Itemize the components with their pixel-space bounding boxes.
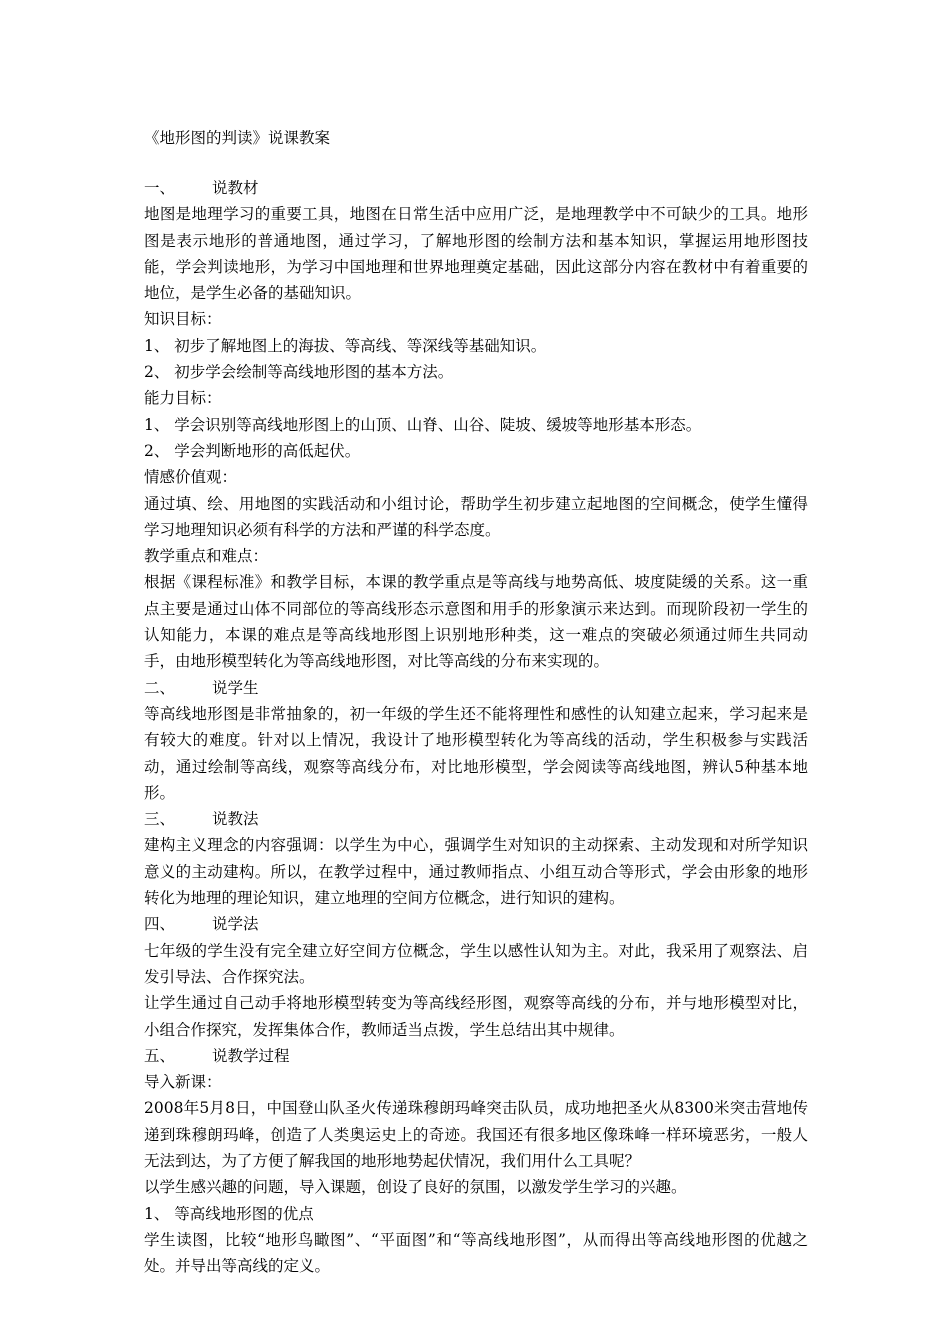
section-number: 三、 (144, 810, 176, 829)
paragraph: 根据《课程标准》和教学目标，本课的教学重点是等高线与地势高低、坡度陡缓的关系。这一重点主要是通过山体不同部位的等高线形态示意图和用手的形象演示来达到。而现阶段初一学生的认知能力，本课的难点是等高线地形图上识别地形种类，这一难点的突破必须通过师生共同动手，由地形模型转化为等高线地形图，对比等高线的分布来实现的。 (144, 573, 808, 671)
paragraph: 1、 初步了解地图上的海拔、等高线、等深线等基础知识。 (144, 336, 547, 355)
paragraph: 情感价值观： (144, 468, 238, 487)
paragraph: 通过填、绘、用地图的实践活动和小组讨论，帮助学生初步建立起地图的空间概念，使学生懂得学习地理知识必须有科学的方法和严谨的科学态度。 (144, 494, 808, 539)
paragraph: 能力目标： (144, 389, 222, 408)
paragraph: 地图是地理学习的重要工具，地图在日常生活中应用广泛，是地理教学中不可缺少的工具。地形图是表示地形的普通地图，通过学习，了解地形图的绘制方法和基本知识，掌握运用地形图技能，学会判读地形，为学习中国地理和世界地理奠定基础，因此这部分内容在教材中有着重要的地位，是学生必备的基础知识。 (144, 205, 808, 303)
paragraph: 等高线地形图是非常抽象的，初一年级的学生还不能将理性和感性的认知建立起来，学习起来是有较大的难度。针对以上情况，我设计了地形模型转化为等高线的活动，学生积极参与实践活动，通过绘制等高线，观察等高线分布，对比地形模型，学会阅读等高线地图，辨认5种基本地形。 (144, 704, 808, 802)
section-heading (144, 911, 808, 937)
paragraph: 1、 等高线地形图的优点 (144, 1204, 314, 1223)
paragraph: 2008年5月8日，中国登山队圣火传递珠穆朗玛峰突击队员，成功地把圣火从8300米突击营地传递到珠穆朗玛峰，创造了人类奥运史上的奇迹。我国还有很多地区像珠峰一样环境恶劣，一般人无法到达，为了方便了解我国的地形地势起伏情况，我们用什么工具呢？ (144, 1099, 808, 1170)
document-title: 《地形图的判读》说课教案 (144, 129, 331, 147)
section-title: 说教学过程 (212, 1046, 290, 1065)
paragraph: 2、 学会判断地形的高低起伏。 (144, 441, 361, 460)
document-body (144, 175, 808, 1279)
paragraph: 教学重点和难点： (144, 547, 269, 566)
section-title: 说学法 (212, 915, 259, 934)
section-number: 五、 (144, 1046, 176, 1065)
paragraph: 七年级的学生没有完全建立好空间方位概念，学生以感性认知为主。对此，我采用了观察法、启发引导法、合作探究法。 (144, 941, 808, 986)
section-heading (144, 806, 808, 832)
paragraph: 建构主义理念的内容强调：以学生为中心，强调学生对知识的主动探索、主动发现和对所学知识意义的主动建构。所以，在教学过程中，通过教师指点、小组互动合等形式，学会由形象的地形转化为地理的理论知识，建立地理的空间方位概念，进行知识的建构。 (144, 836, 808, 908)
paragraph: 1、 学会识别等高线地形图上的山顶、山脊、山谷、陡坡、缓坡等地形基本形态。 (144, 415, 702, 434)
section-heading (144, 675, 808, 701)
paragraph: 导入新课： (144, 1073, 222, 1092)
section-title: 说教法 (212, 810, 259, 829)
section-title: 说学生 (212, 678, 259, 697)
paragraph: 学生读图，比较“地形鸟瞰图”、“平面图”和“等高线地形图”，从而得出等高线地形图的优越之处。并导出等高线的定义。 (144, 1230, 808, 1276)
paragraph: 2、 初步学会绘制等高线地形图的基本方法。 (144, 363, 454, 382)
paragraph: 以学生感兴趣的问题，导入课题，创设了良好的氛围，以激发学生学习的兴趣。 (144, 1178, 687, 1197)
section-number: 二、 (144, 678, 176, 697)
paragraph: 知识目标： (144, 310, 222, 329)
section-title: 说教材 (212, 179, 259, 197)
section-heading (144, 1043, 808, 1069)
section-number: 四、 (144, 915, 176, 934)
paragraph: 让学生通过自己动手将地形模型转变为等高线经形图，观察等高线的分布，并与地形模型对比，小组合作探究，发挥集体合作，教师适当点拨，学生总结出其中规律。 (144, 994, 808, 1039)
section-number: 一、 (144, 179, 176, 197)
section-heading (144, 175, 808, 201)
